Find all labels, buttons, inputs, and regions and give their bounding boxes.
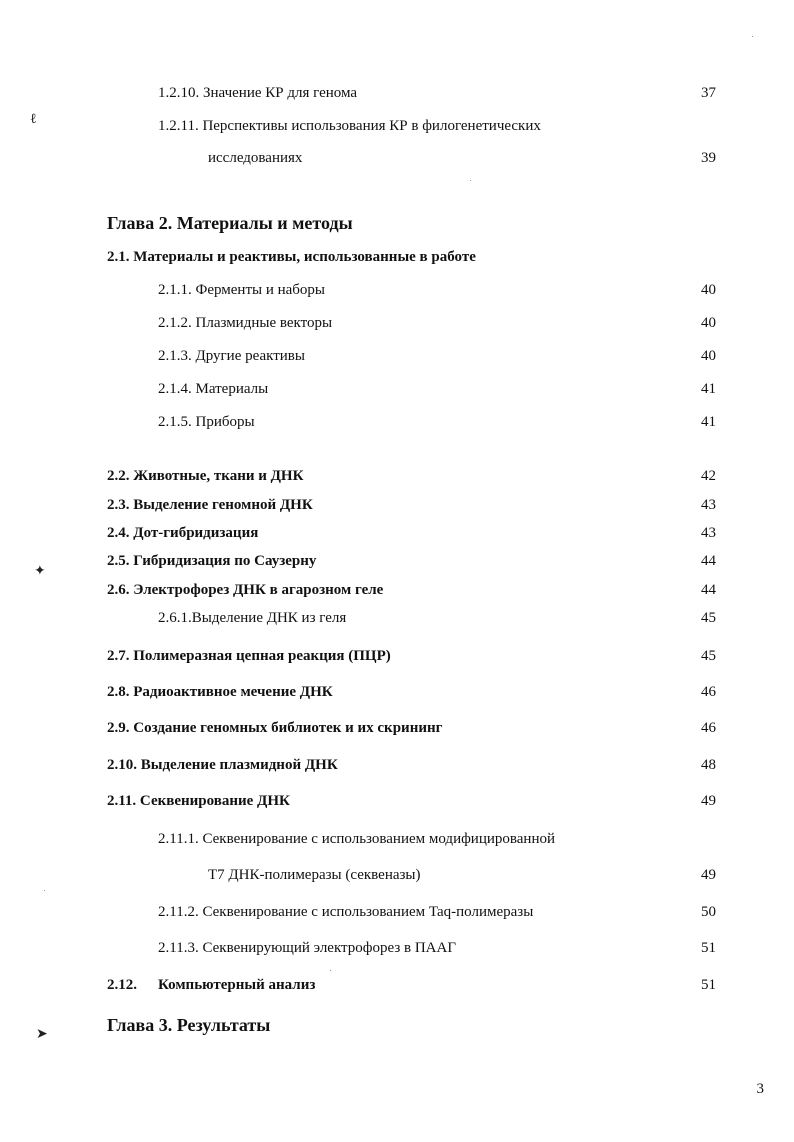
toc-section-heading: 2.11. Секвенирование ДНК [107, 793, 290, 809]
toc-entry-text-continued: исследованиях [208, 150, 303, 166]
toc-entry-text: 2.1.5. Приборы [158, 414, 255, 430]
toc-entry-page: 48 [701, 757, 716, 773]
toc-entry-page: 44 [701, 582, 716, 598]
toc-section-heading: 2.6. Электрофорез ДНК в агарозном геле [107, 582, 384, 598]
toc-entry-page: 49 [701, 867, 716, 883]
toc-entry-text: 2.1.1. Ферменты и наборы [158, 282, 326, 298]
toc-entry-page: 51 [701, 977, 716, 993]
toc-entry-page: 50 [701, 904, 716, 920]
scan-speck [752, 36, 753, 37]
toc-entry-page: 41 [701, 381, 716, 397]
page-number: 3 [756, 1081, 764, 1097]
toc-entry-text: 1.2.10. Значение КР для генома [158, 85, 358, 101]
toc-section-heading: 2.7. Полимеразная цепная реакция (ПЦР) [107, 648, 391, 664]
scan-mark: ➤ [36, 1027, 48, 1042]
toc-entry-page: 49 [701, 793, 716, 809]
toc-section-heading: 2.5. Гибридизация по Саузерну [107, 553, 317, 569]
toc-section-heading: 2.8. Радиоактивное мечение ДНК [107, 684, 333, 700]
chapter-heading: Глава 3. Результаты [107, 1015, 271, 1035]
toc-entry-page: 43 [701, 525, 716, 541]
scan-speck [470, 180, 471, 181]
toc-entry-page: 41 [701, 414, 716, 430]
toc-entry-page: 40 [701, 282, 716, 298]
toc-entry-page: 51 [701, 940, 716, 956]
toc-section-number: 2.12. [107, 977, 137, 993]
toc-entry-page: 37 [701, 85, 716, 101]
toc-section-heading: 2.1. Материалы и реактивы, использованные в работе [107, 249, 476, 265]
toc-section-heading: 2.4. Дот-гибридизация [107, 525, 259, 541]
toc-entry-page: 40 [701, 348, 716, 364]
toc-section-heading: 2.9. Создание геномных библиотек и их скрининг [107, 720, 443, 736]
scan-mark: ℓ [30, 112, 37, 127]
toc-entry-text: 2.11.2. Секвенирование с использованием Taq-полимеразы [158, 904, 534, 920]
chapter-heading: Глава 2. Материалы и методы [107, 213, 353, 233]
toc-entry-page: 42 [701, 468, 716, 484]
toc-section-heading: 2.10. Выделение плазмидной ДНК [107, 757, 338, 773]
toc-section-heading: 2.3. Выделение геномной ДНК [107, 497, 313, 513]
toc-entry-text: 2.1.4. Материалы [158, 381, 269, 397]
toc-entry-page: 46 [701, 720, 716, 736]
scan-speck [44, 890, 45, 891]
toc-entry-page: 45 [701, 610, 716, 626]
toc-entry-page: 45 [701, 648, 716, 664]
toc-section-heading: 2.2. Животные, ткани и ДНК [107, 468, 304, 484]
toc-entry-text: 2.1.2. Плазмидные векторы [158, 315, 333, 331]
toc-entry-text: 2.11.3. Секвенирующий электрофорез в ПААГ [158, 940, 457, 956]
toc-entry-text: 2.6.1.Выделение ДНК из геля [158, 610, 347, 626]
toc-entry-text: 2.1.3. Другие реактивы [158, 348, 305, 364]
toc-entry-page: 43 [701, 497, 716, 513]
toc-entry-text: 1.2.11. Перспективы использования КР в филогенетических [158, 118, 541, 134]
toc-entry-page: 40 [701, 315, 716, 331]
toc-entry-page: 39 [701, 150, 716, 166]
scan-speck [330, 970, 331, 971]
toc-entry-page: 44 [701, 553, 716, 569]
toc-entry-text: 2.11.1. Секвенирование с использованием модифицированной [158, 831, 556, 847]
toc-entry-page: 46 [701, 684, 716, 700]
toc-section-heading: Компьютерный анализ [158, 977, 316, 993]
toc-entry-text-continued: Т7 ДНК-полимеразы (секвеназы) [208, 867, 421, 883]
scan-mark: ✦ [34, 564, 46, 579]
